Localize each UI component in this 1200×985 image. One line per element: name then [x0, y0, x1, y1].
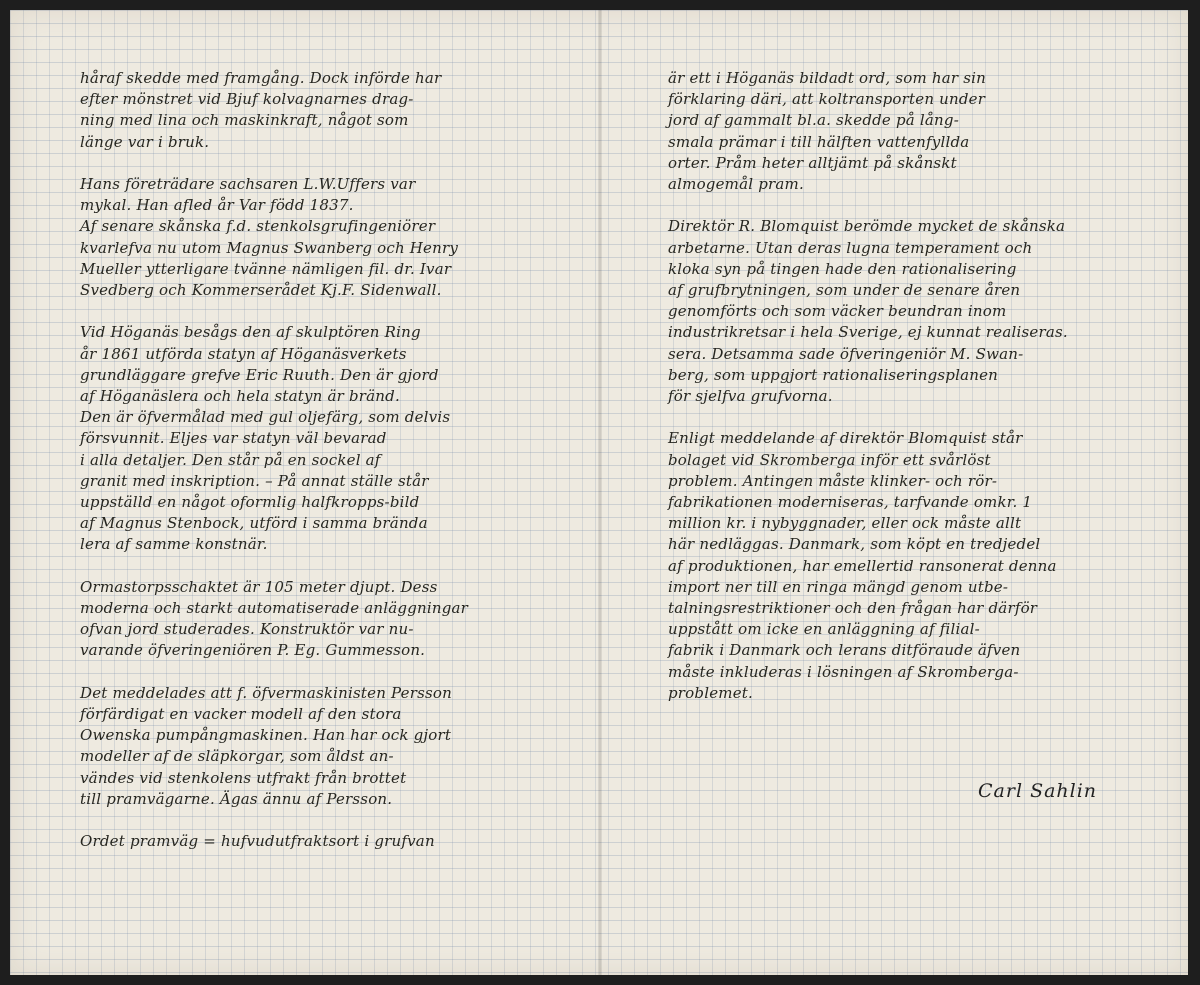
text-line: fabrik i Danmark och lerans ditföraude äfven: [668, 641, 1021, 660]
text-line: almogemål pram.: [668, 175, 804, 194]
text-line: för sjelfva grufvorna.: [668, 387, 833, 406]
text-line: moderna och starkt automatiserade anläggningar: [80, 599, 469, 618]
text-line: här nedläggas. Danmark, som köpt en tredjedel: [668, 535, 1041, 554]
text-line: lera af samme konstnär.: [80, 535, 268, 554]
text-line: Direktör R. Blomquist berömde mycket de skånska: [668, 217, 1066, 236]
text-line: Hans företrädare sachsaren L.W.Uffers var: [80, 175, 416, 193]
text-line: länge var i bruk.: [80, 132, 210, 151]
paragraph: [80, 831, 585, 852]
text-line: orter. Pråm heter alltjämt på skånskt: [668, 153, 957, 172]
text-line: granit med inskription. – På annat ställe står: [80, 471, 429, 490]
right-page: [668, 68, 1168, 725]
text-line: problemet.: [668, 683, 753, 702]
text-line: är ett i Höganäs bildadt ord, som har sin: [668, 69, 986, 87]
text-line: problem. Antingen måste klinker- och rör-: [668, 471, 998, 490]
text-line: mykal. Han afled år Var född 1837.: [80, 196, 354, 215]
text-line: uppställd en något oformlig halfkropps-bild: [80, 493, 420, 512]
page-fold: [598, 10, 602, 975]
text-line: af Höganäslera och hela statyn är bränd.: [80, 387, 400, 406]
paragraph: [80, 322, 585, 555]
text-line: modeller af de släpkorgar, som åldst an-: [80, 747, 394, 766]
text-line: Den är öfvermålad med gul oljefärg, som delvis: [80, 408, 451, 427]
paragraph: [80, 683, 585, 810]
text-line: industrikretsar i hela Sverige, ej kunnat realiseras.: [668, 323, 1068, 342]
text-line: Ormastorpsschaktet är 105 meter djupt. Dess: [80, 577, 438, 596]
text-line: kloka syn på tingen hade den rationalisering: [668, 259, 1017, 278]
paragraph: [80, 174, 585, 301]
text-line: Mueller ytterligare tvänne nämligen fil. dr. Ivar: [80, 259, 452, 278]
text-line: Owenska pumpångmaskinen. Han har ock gjort: [80, 726, 452, 745]
text-line: efter mönstret vid Bjuf kolvagnarnes drag-: [80, 90, 414, 109]
text-line: af Magnus Stenbock, utförd i samma brända: [80, 514, 428, 533]
text-line: uppstått om icke en anläggning af filial-: [668, 620, 980, 639]
text-line: vändes vid stenkolens utfrakt från brottet: [80, 768, 407, 787]
text-line: Svedberg och Kommerserådet Kj.F. Sidenwall.: [80, 281, 442, 300]
paragraph: [80, 68, 585, 153]
text-line: af produktionen, har emellertid ransonerat denna: [668, 556, 1057, 575]
text-line: genomförts och som väcker beundran inom: [668, 302, 1007, 321]
text-line: smala prämar i till hälften vattenfyllda: [668, 132, 970, 151]
text-line: import ner till en ringa mängd genom utbe-: [668, 577, 1009, 596]
text-line: Ordet pramväg = hufvudutfraktsort i grufvan: [80, 832, 435, 851]
text-line: af grufbrytningen, som under de senare åren: [668, 281, 1021, 300]
text-line: million kr. i nybyggnader, eller ock måste allt: [668, 514, 1022, 533]
text-line: talningsrestriktioner och den frågan har därför: [668, 599, 1038, 618]
text-line: varande öfveringeniören P. Eg. Gummesson.: [80, 641, 426, 660]
text-line: Vid Höganäs besågs den af skulptören Ring: [80, 323, 421, 342]
text-line: berg, som uppgjort rationaliseringsplanen: [668, 365, 999, 384]
text-line: Det meddelades att f. öfvermaskinisten Persson: [80, 683, 452, 702]
text-line: Af senare skånska f.d. stenkolsgrufingeniörer: [80, 217, 436, 236]
text-line: bolaget vid Skromberga inför ett svårlöst: [668, 450, 991, 469]
paragraph: [668, 68, 1168, 195]
text-line: fabrikationen moderniseras, tarfvande omkr. 1: [668, 493, 1033, 512]
text-line: förfärdigat en vacker modell af den stora: [80, 705, 402, 724]
text-line: kvarlefva nu utom Magnus Swanberg och Henry: [80, 238, 459, 257]
text-line: ofvan jord studerades. Konstruktör var nu-: [80, 620, 414, 639]
text-line: ning med lina och maskinkraft, något som: [80, 111, 409, 130]
text-line: förklaring däri, att koltransporten under: [668, 90, 986, 109]
text-line: arbetarne. Utan deras lugna temperament och: [668, 238, 1033, 257]
text-line: år 1861 utförda statyn af Höganäsverkets: [80, 344, 407, 363]
text-line: sera. Detsamma sade öfveringeniör M. Swan-: [668, 344, 1024, 363]
paragraph: [80, 577, 585, 662]
text-line: försvunnit. Eljes var statyn väl bevarad: [80, 429, 387, 448]
text-line: grundläggare grefve Eric Ruuth. Den är gjord: [80, 365, 439, 384]
left-page: [80, 68, 585, 874]
text-line: till pramvägarne. Ägas ännu af Persson.: [80, 789, 393, 808]
paragraph: [668, 428, 1168, 704]
text-line: Enligt meddelande af direktör Blomquist står: [668, 429, 1023, 448]
text-line: i alla detaljer. Den står på en sockel af: [80, 450, 381, 469]
signature: Carl Sahlin: [978, 780, 1098, 802]
text-line: håraf skedde med framgång. Dock införde har: [80, 69, 442, 87]
text-line: jord af gammalt bl.a. skedde på lång-: [668, 111, 959, 130]
paragraph: [668, 216, 1168, 407]
text-line: måste inkluderas i lösningen af Skromberga-: [668, 662, 1019, 681]
